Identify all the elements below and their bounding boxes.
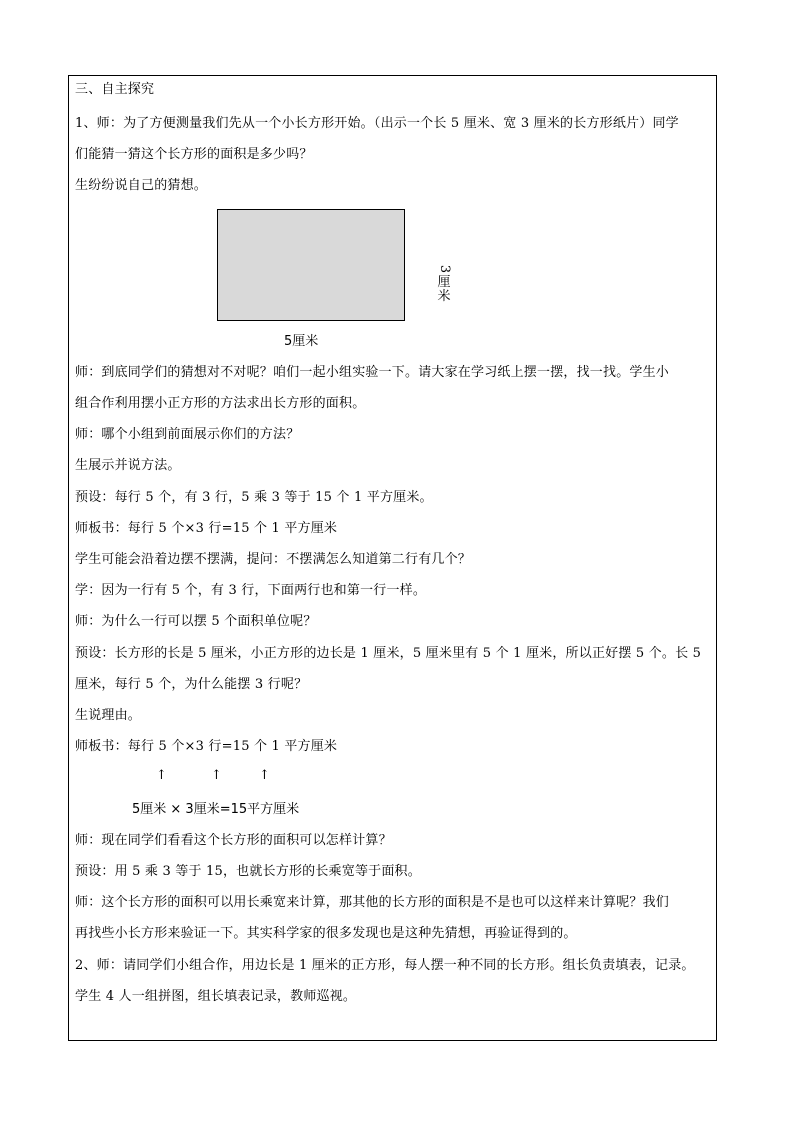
- area-formula: 5厘米 × 3厘米=15平方厘米: [132, 802, 300, 817]
- text-line: 学生 4 人一组拼图，组长填表记录，教师巡视。: [75, 989, 357, 1004]
- text-line: 厘米，每行 5 个，为什么能摆 3 行呢？: [75, 677, 308, 692]
- height-label-number: 3: [437, 264, 452, 274]
- text-line: 生纷纷说自己的猜想。: [75, 178, 208, 193]
- text-line: 生展示并说方法。: [75, 458, 181, 473]
- text-line: 们能猜一猜这个长方形的面积是多少吗？: [75, 147, 313, 162]
- text-line: 师：到底同学们的猜想对不对呢？咱们一起小组实验一下。请大家在学习纸上摆一摆，找一找。学生小: [75, 365, 670, 380]
- text-line: 师板书：每行 5 个×3 行=15 个 1 平方厘米: [75, 521, 338, 536]
- text-line: 学生可能会沿着边摆不摆满，提问：不摆满怎么知道第二行有几个？: [75, 552, 472, 567]
- up-arrow-icon: ↑: [259, 768, 270, 783]
- height-label-char: 米: [437, 289, 451, 304]
- section-title: 三、自主探究: [75, 82, 155, 97]
- width-label: 5厘米: [284, 334, 319, 349]
- text-line: 师板书：每行 5 个×3 行=15 个 1 平方厘米: [75, 739, 338, 754]
- text-line: 预设：长方形的长是 5 厘米，小正方形的边长是 1 厘米，5 厘米里有 5 个 1 厘米，所以正好摆 5 个。长 5: [75, 646, 702, 661]
- text-line: 再找些小长方形来验证一下。其实科学家的很多发现也是这种先猜想，再验证得到的。: [75, 926, 577, 941]
- text-line: 预设：每行 5 个，有 3 行，5 乘 3 等于 15 个 1 平方厘米。: [75, 490, 433, 505]
- text-line: 师：哪个小组到前面展示你们的方法？: [75, 427, 300, 442]
- text-line: 学：因为一行有 5 个，有 3 行，下面两行也和第一行一样。: [75, 583, 427, 598]
- text-line: 师：这个长方形的面积可以用长乘宽来计算，那其他的长方形的面积是不是也可以这样来计算呢？我们: [75, 895, 670, 910]
- text-line: 预设：用 5 乘 3 等于 15，也就长方形的长乘宽等于面积。: [75, 864, 421, 879]
- up-arrow-icon: ↑: [156, 768, 167, 783]
- text-line: 师：现在同学们看看这个长方形的面积可以怎样计算？: [75, 833, 392, 848]
- height-label: [437, 262, 451, 304]
- height-label-char: 厘: [437, 275, 451, 290]
- text-line: 1、师：为了方便测量我们先从一个小长方形开始。（出示一个长 5 厘米、宽 3 厘米的长方形纸片）同学: [75, 116, 679, 131]
- text-line: 师：为什么一行可以摆 5 个面积单位呢？: [75, 614, 317, 629]
- text-line: 2、师：请同学们小组合作，用边长是 1 厘米的正方形，每人摆一种不同的长方形。组长负责填表，记录。: [75, 958, 695, 973]
- up-arrow-icon: ↑: [211, 768, 222, 783]
- rectangle-figure: [217, 209, 405, 321]
- text-line: 生说理由。: [75, 708, 142, 723]
- text-line: 组合作利用摆小正方形的方法求出长方形的面积。: [75, 396, 366, 411]
